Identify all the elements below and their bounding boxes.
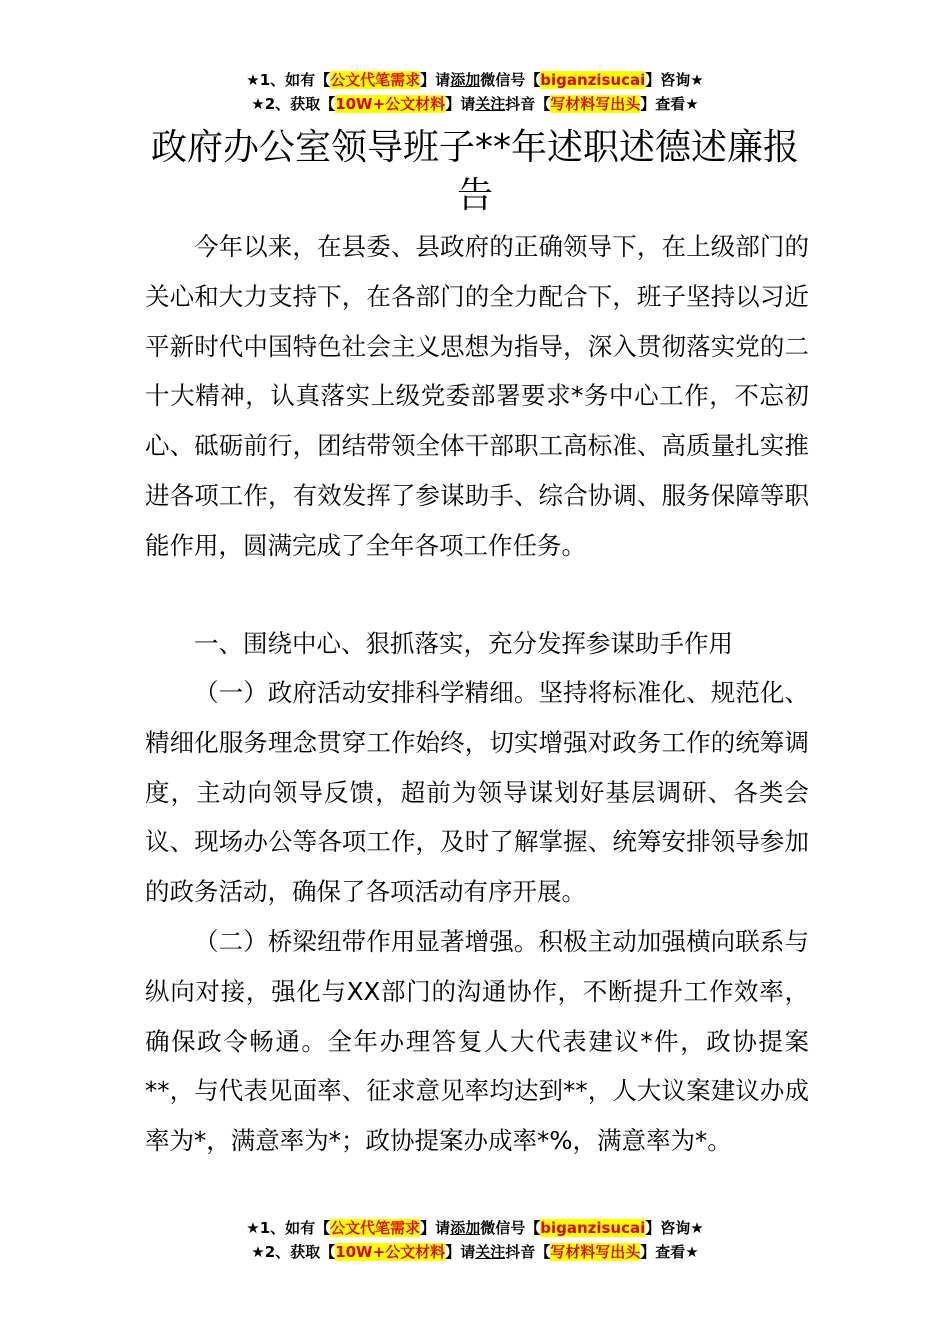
banner-text: ★1、如有【 bbox=[246, 71, 331, 89]
banner-text: ★2、获取【 bbox=[251, 95, 336, 113]
banner-line-2 bbox=[0, 92, 950, 116]
banner-text: 】查看★ bbox=[640, 95, 699, 113]
banner-text: 抖音【 bbox=[505, 1243, 551, 1261]
subsection-paragraph: （一）政府活动安排科学精细。坚持将标准化、规范化、精细化服务理念贯穿工作始终，切实增强对政务工作的统筹调度，主动向领导反馈，超前为领导谋划好基层调研、各类会议、现场办公等各项工作，及时了解掌握、统筹安排领导参加的政务活动，确保了各项活动有序开展。 bbox=[145, 678, 809, 907]
banner-text: 抖音【 bbox=[505, 95, 551, 113]
banner-highlight: 写材料写出头 bbox=[550, 1243, 641, 1261]
banner-line-1 bbox=[0, 1216, 950, 1240]
banner-text: 】请 bbox=[420, 1219, 451, 1237]
banner-emphasis: 添加 bbox=[450, 71, 481, 89]
header-banner bbox=[0, 68, 950, 116]
footer-banner bbox=[0, 1216, 950, 1264]
intro-paragraph: 今年以来，在县委、县政府的正确领导下，在上级部门的关心和大力支持下，在各部门的全力配合下，班子坚持以习近平新时代中国特色社会主义思想为指导，深入贯彻落实党的二十大精神，认真落实上级党委部署要求*务中心工作，不忘初心、砥砺前行，团结带领全体干部职工高标准、高质量扎实推进各项工作，有效发挥了参谋助手、综合协调、服务保障等职能作用，圆满完成了全年各项工作任务。 bbox=[145, 232, 809, 560]
banner-text: 】请 bbox=[420, 71, 451, 89]
banner-highlight: 公文代笔需求 bbox=[330, 1219, 421, 1237]
banner-emphasis: 添加 bbox=[450, 1219, 481, 1237]
banner-text: 微信号【 bbox=[480, 1219, 541, 1237]
document-title: 政府办公室领导班子**年述职述德述廉报告 bbox=[150, 127, 799, 216]
subsection-paragraph: （二）桥梁纽带作用显著增强。积极主动加强横向联系与纵向对接，强化与XX部门的沟通协作，不断提升工作效率，确保政令畅通。全年办理答复人大代表建议*件，政协提案**，与代表见面率、征求意见率均达到**，人大议案建议办成率为*，满意率为*；政协提案办成率*%，满意率为*。 bbox=[145, 927, 809, 1156]
banner-highlight: 公文代笔需求 bbox=[330, 71, 421, 89]
banner-text: 】请 bbox=[445, 1243, 476, 1261]
banner-text: 】咨询★ bbox=[645, 71, 704, 89]
banner-emphasis: 关注 bbox=[475, 1243, 506, 1261]
banner-highlight: 10W+公文材料 bbox=[335, 1243, 446, 1261]
banner-text: 】请 bbox=[445, 95, 476, 113]
banner-emphasis: 关注 bbox=[475, 95, 506, 113]
banner-text: ★2、获取【 bbox=[251, 1243, 336, 1261]
banner-text: ★1、如有【 bbox=[246, 1219, 331, 1237]
banner-highlight: 10W+公文材料 bbox=[335, 95, 446, 113]
banner-text: 微信号【 bbox=[480, 71, 541, 89]
section-heading: 一、围绕中心、狠抓落实，充分发挥参谋助手作用 bbox=[194, 629, 733, 658]
banner-highlight: biganzisucai bbox=[540, 1219, 646, 1237]
banner-text: 】查看★ bbox=[640, 1243, 699, 1261]
banner-highlight: biganzisucai bbox=[540, 71, 646, 89]
banner-line-1 bbox=[0, 68, 950, 92]
banner-text: 】咨询★ bbox=[645, 1219, 704, 1237]
banner-highlight: 写材料写出头 bbox=[550, 95, 641, 113]
banner-line-2 bbox=[0, 1240, 950, 1264]
